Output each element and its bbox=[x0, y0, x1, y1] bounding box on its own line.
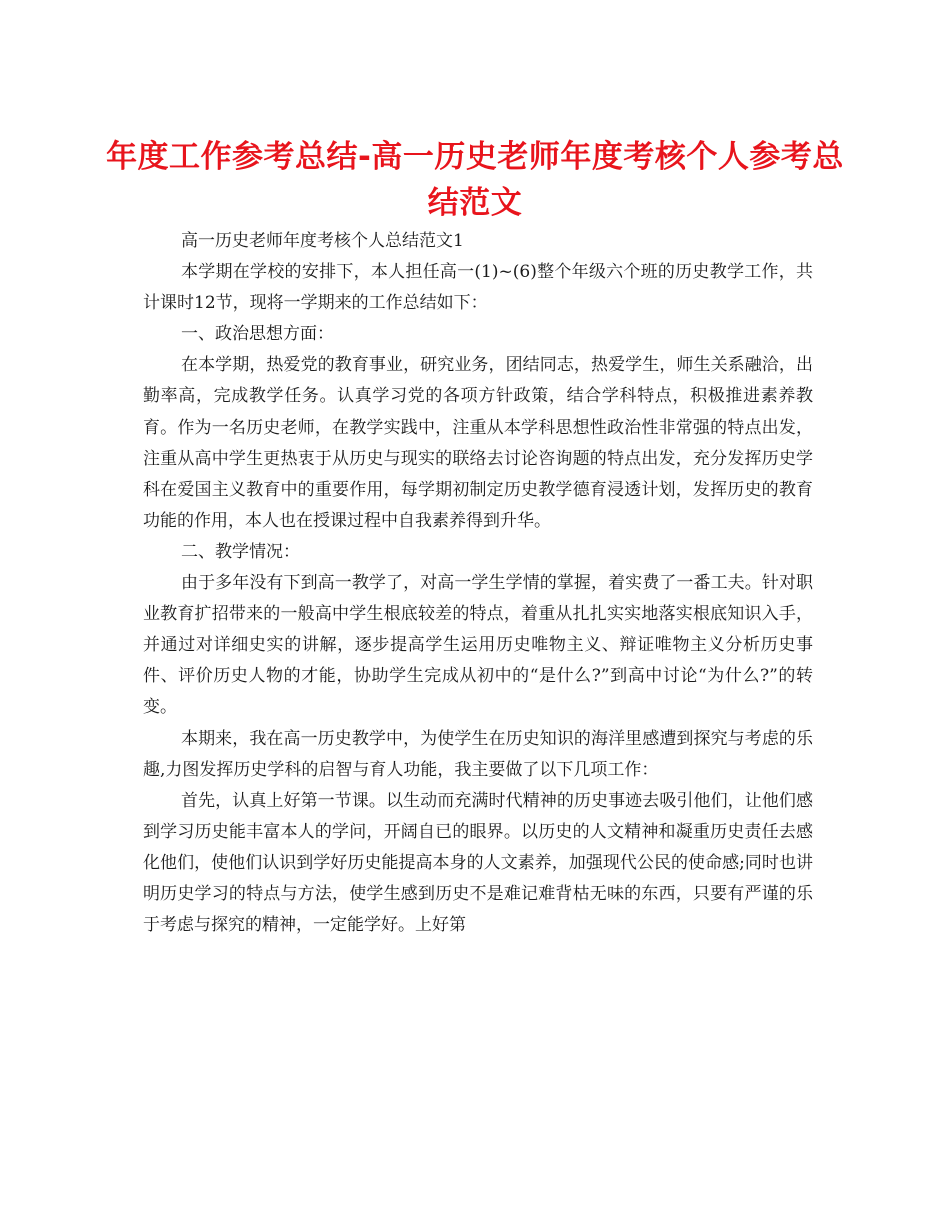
paragraph-teaching: 由于多年没有下到高一教学了，对高一学生学情的掌握，着实费了一番工夫。针对职业教育扩招带来的一般高中学生根底较差的特点，着重从扎扎实实地落实根底知识入手，并通过对详细史实的讲解，逐步提高学生运用历史唯物主义、辩证唯物主义分析历史事件、评价历史人物的才能，协助学生完成从初中的“是什么?”到高中讨论“为什么?”的转变。 bbox=[143, 573, 813, 718]
paragraph-intro: 本学期在学校的安排下，本人担任高一(1)~(6)整个年级六个班的历史教学工作，共计课时12节，现将一学期来的工作总结如下： bbox=[143, 262, 813, 314]
section-heading-politics: 一、政治思想方面： bbox=[181, 324, 334, 345]
paragraph-politics: 在本学期，热爱党的教育事业，研究业务，团结同志，热爱学生，师生关系融洽，出勤率高，完成教学任务。认真学习党的各项方针政策，结合学科特点，积极推进素养教育。作为一名历史老师，在教学实践中，注重从本学科思想性政治性非常强的特点出发，注重从高中学生更热衷于从历史与现实的联络去讨论咨询题的特点出发，充分发挥历史学科在爱国主义教育中的重要作用，每学期初制定历史教学德育浸透计划，发挥历史的教育功能的作用，本人也在授课过程中自我素养得到升华。 bbox=[143, 355, 813, 531]
document-title: 年度工作参考总结-高一历史老师年度考核个人参考总结范文 bbox=[106, 139, 844, 221]
paragraph-work-overview: 本期来，我在高一历史教学中，为使学生在历史知识的海洋里感遭到探究与考虑的乐趣,力图发挥历史学科的启智与育人功能，我主要做了以下几项工作： bbox=[143, 728, 813, 780]
section-heading-teaching: 二、教学情况： bbox=[181, 541, 300, 562]
paragraph-subtitle: 高一历史老师年度考核个人总结范文1 bbox=[181, 231, 464, 251]
paragraph-first-lesson: 首先，认真上好第一节课。以生动而充满时代精神的历史事迹去吸引他们，让他们感到学习历史能丰富本人的学问，开阔自已的眼界。以历史的人文精神和凝重历史责任去感化他们，使他们认识到学好历史能提高本身的人文素养，加强现代公民的使命感;同时也讲明历史学习的特点与方法，使学生感到历史不是难记难背枯无味的东西，只要有严谨的乐于考虑与探究的精神，一定能学好。上好第 bbox=[143, 790, 813, 936]
document-body bbox=[143, 226, 813, 941]
